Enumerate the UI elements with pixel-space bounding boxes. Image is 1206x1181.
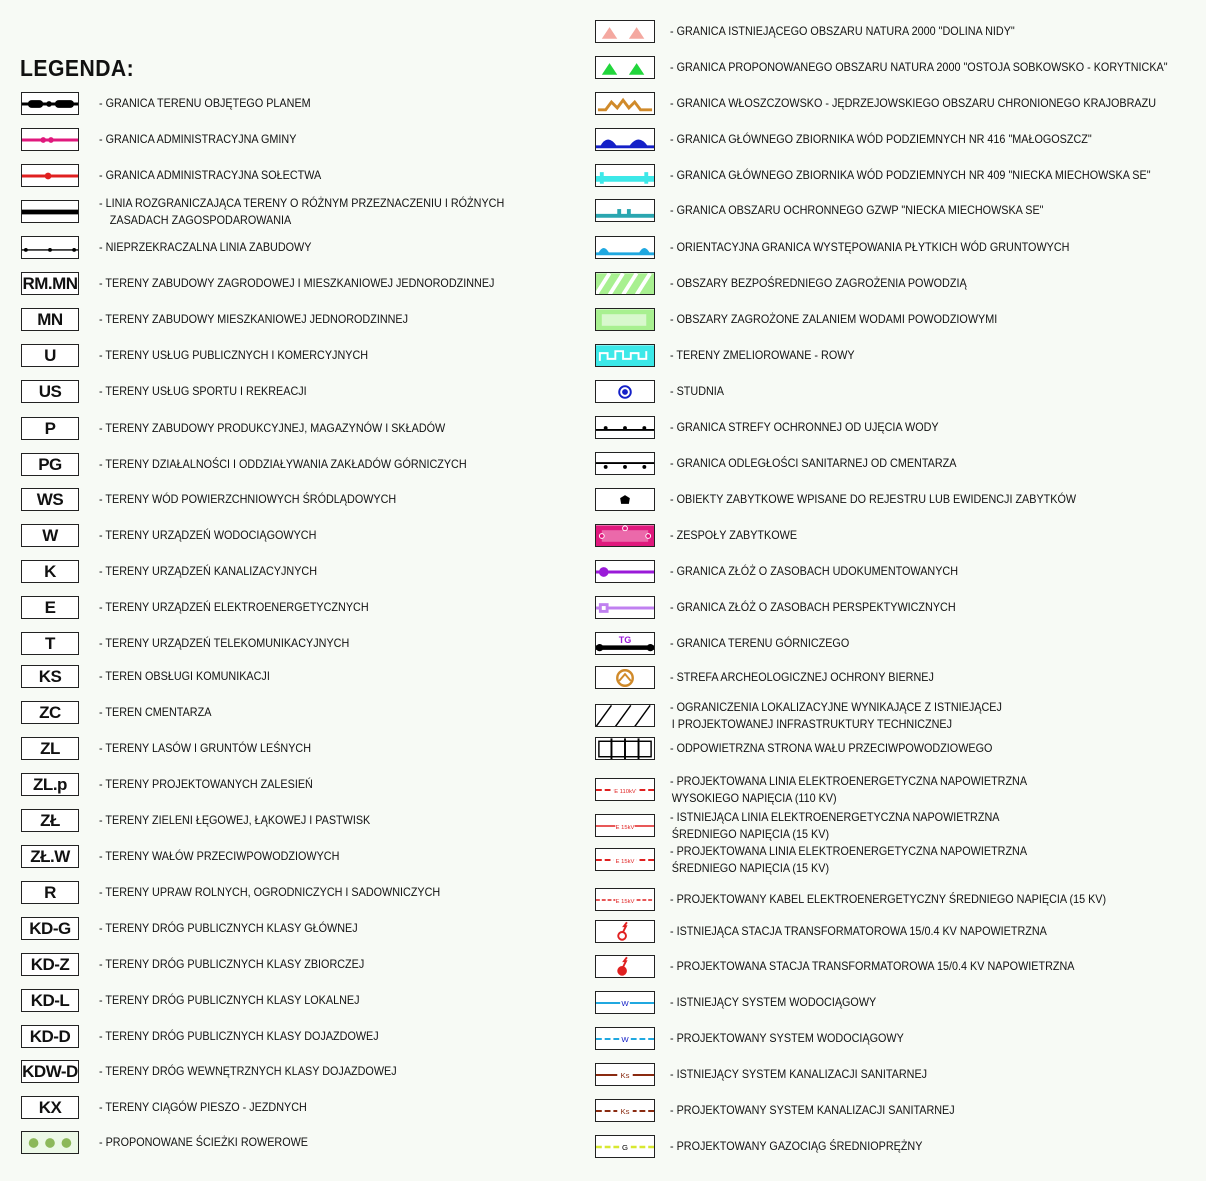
legend-label: - TERENY ZMELIOROWANE - ROWY [670, 348, 855, 362]
map-symbol [595, 814, 655, 837]
zone-code: ZL [40, 738, 60, 758]
zone-code: ZL.p [33, 774, 67, 794]
legend-label: - GRANICA OBSZARU OCHRONNEGO GZWP "NIECKA MIECHOWSKA SE" [670, 203, 1044, 217]
bike-path-symbol [21, 1131, 79, 1154]
map-symbol [595, 488, 655, 511]
svg-text:E 15kV: E 15kV [615, 898, 635, 905]
zone-code: KD-Z [30, 954, 70, 974]
legend-title: LEGENDA: [20, 55, 135, 81]
legend-label: - TERENY USŁUG PUBLICZNYCH I KOMERCYJNYCH [99, 348, 369, 362]
map-symbol [595, 1027, 655, 1050]
zone-code: KS [38, 666, 62, 686]
map-symbol [595, 272, 655, 295]
legend-label: - GRANICA ZŁÓŻ O ZASOBACH UDOKUMENTOWANYCH [670, 564, 959, 578]
legend-label: - GRANICA GŁÓWNEGO ZBIORNIKA WÓD PODZIEMNYCH NR 409 "NIECKA MIECHOWSKA SE" [670, 168, 1151, 182]
legend-label [670, 809, 999, 843]
legend-label: - TERENY DRÓG PUBLICZNYCH KLASY GŁÓWNEJ [99, 921, 358, 935]
zone-code: R [44, 882, 56, 902]
legend-label: - ODPOWIETRZNA STRONA WAŁU PRZECIWPOWODZIOWEGO [670, 741, 993, 755]
legend-label [670, 843, 1027, 877]
zone-code-box [21, 272, 79, 295]
legend-label-line1: - OGRANICZENIA LOKALIZACYJNE WYNIKAJĄCE Z ISTNIEJĄCEJ [670, 700, 1002, 714]
zone-code: ZŁ.W [30, 846, 70, 866]
zone-code: E [44, 597, 56, 617]
legend-label: - PROJEKTOWANY GAZOCIĄG ŚREDNIOPRĘŻNY [670, 1139, 923, 1153]
map-symbol [595, 955, 655, 978]
map-symbol [595, 164, 655, 187]
map-symbol [595, 848, 655, 871]
legend-label: - GRANICA TERENU OBJĘTEGO PLANEM [99, 96, 311, 110]
legend-label: - ORIENTACYJNA GRANICA WYSTĘPOWANIA PŁYTKICH WÓD GRUNTOWYCH [670, 240, 1070, 254]
legend-label-line2: WYSOKIEGO NAPIĘCIA (110 KV) [671, 791, 837, 805]
legend-label: - TERENY UPRAW ROLNYCH, OGRODNICZYCH I SADOWNICZYCH [99, 885, 441, 899]
legend-label: - PROJEKTOWANY KABEL ELEKTROENERGETYCZNY ŚREDNIEGO NAPIĘCIA (15 KV) [670, 892, 1107, 906]
zone-code-box [21, 701, 79, 724]
legend-label: - GRANICA ADMINISTRACYJNA GMINY [99, 132, 297, 146]
zone-code: K [44, 561, 56, 581]
line-symbol [21, 236, 79, 259]
zone-code-box [21, 1096, 79, 1119]
zone-code-box [21, 917, 79, 940]
svg-text:W: W [621, 1034, 629, 1044]
zone-code-box [21, 417, 79, 440]
legend-label: - GRANICA ADMINISTRACYJNA SOŁECTWA [99, 168, 322, 182]
map-symbol [595, 778, 655, 801]
map-symbol [595, 416, 655, 439]
legend-label-line1: - PROJEKTOWANA LINIA ELEKTROENERGETYCZNA NAPOWIETRZNA [670, 774, 1028, 788]
map-symbol [595, 737, 655, 760]
zone-code-box [21, 1060, 79, 1083]
map-symbol [595, 991, 655, 1014]
zone-code-box [21, 308, 79, 331]
zone-code-box [21, 453, 79, 476]
zone-code: ZC [39, 702, 61, 722]
svg-text:Ks: Ks [620, 1070, 630, 1080]
zone-code-box [21, 665, 79, 688]
zone-code: KD-G [29, 918, 71, 938]
legend-label-line2: I PROJEKTOWANEJ INFRASTRUKTURY TECHNICZNEJ [671, 717, 953, 731]
zone-code: ZŁ [40, 810, 60, 830]
zone-code-box [21, 344, 79, 367]
svg-text:G: G [621, 1142, 629, 1152]
map-symbol [595, 20, 655, 43]
legend-label: - TERENY ZIELENI ŁĘGOWEJ, ŁĄKOWEJ I PASTWISK [99, 813, 371, 827]
legend-label-line2: ŚREDNIEGO NAPIĘCIA (15 KV) [671, 827, 830, 841]
map-symbol [595, 344, 655, 367]
legend-label: - TERENY DRÓG PUBLICZNYCH KLASY DOJAZDOWEJ [99, 1029, 379, 1043]
zone-code-box [21, 560, 79, 583]
legend-label: - TERENY DRÓG PUBLICZNYCH KLASY ZBIORCZEJ [99, 957, 365, 971]
legend-label: - TERENY URZĄDZEŃ TELEKOMUNIKACYJNYCH [99, 636, 350, 650]
map-symbol [595, 596, 655, 619]
legend-label: - GRANICA ODLEGŁOŚCI SANITARNEJ OD CMENTARZA [670, 456, 957, 470]
legend-label-line1: - ISTNIEJĄCA LINIA ELEKTROENERGETYCZNA NAPOWIETRZNA [670, 810, 1000, 824]
line-symbol [21, 128, 79, 151]
zone-code-box [21, 989, 79, 1012]
map-symbol [595, 888, 655, 911]
legend-label [670, 773, 1027, 807]
zone-code: RM.MN [22, 273, 78, 293]
map-symbol [595, 128, 655, 151]
zone-code-box [21, 596, 79, 619]
zone-code: KD-L [30, 990, 70, 1010]
legend-label [670, 699, 1002, 733]
legend-label-line1: - LINIA ROZGRANICZAJĄCA TERENY O RÓŻNYM PRZEZNACZENIU I RÓŻNYCH [99, 196, 505, 210]
legend-label: - OBSZARY ZAGROŻONE ZALANIEM WODAMI POWODZIOWYMI [670, 312, 998, 326]
legend-label: - GRANICA ZŁÓŻ O ZASOBACH PERSPEKTYWICZNYCH [670, 600, 956, 614]
zone-code-box [21, 524, 79, 547]
zone-code: WS [36, 489, 64, 509]
map-symbol [595, 308, 655, 331]
map-symbol [595, 380, 655, 403]
legend-label: - GRANICA ISTNIEJĄCEGO OBSZARU NATURA 2000 "DOLINA NIDY" [670, 24, 1015, 38]
line-symbol [21, 92, 79, 115]
legend-label: - GRANICA PROPONOWANEGO OBSZARU NATURA 2000 "OSTOJA SOBKOWSKO - KORYTNICKA" [670, 60, 1168, 74]
zone-code: KDW-D [22, 1061, 78, 1081]
zone-code: T [45, 633, 55, 653]
zone-code-box [21, 953, 79, 976]
map-symbol [595, 236, 655, 259]
zone-code-box [21, 632, 79, 655]
zone-code: PG [38, 454, 62, 474]
svg-text:E 15kV: E 15kV [615, 824, 635, 831]
legend-label: - PROPONOWANE ŚCIEŻKI ROWEROWE [99, 1135, 309, 1149]
zone-code: US [38, 381, 62, 401]
zone-code-box [21, 488, 79, 511]
legend-label: - TERENY WAŁÓW PRZECIWPOWODZIOWYCH [99, 849, 340, 863]
legend-label: - GRANICA WŁOSZCZOWSKO - JĘDRZEJOWSKIEGO OBSZARU CHRONIONEGO KRAJOBRAZU [670, 96, 1157, 110]
legend-label: - PROJEKTOWANY SYSTEM KANALIZACJI SANITARNEJ [670, 1103, 955, 1117]
zone-code: P [44, 418, 56, 438]
legend-label: - TERENY DZIAŁALNOŚCI I ODDZIAŁYWANIA ZAKŁADÓW GÓRNICZYCH [99, 457, 467, 471]
map-symbol [595, 704, 655, 727]
legend-label: - GRANICA GŁÓWNEGO ZBIORNIKA WÓD PODZIEMNYCH NR 416 "MAŁOGOSZCZ" [670, 132, 1092, 146]
map-symbol [595, 524, 655, 547]
map-symbol [595, 920, 655, 943]
legend-label: - NIEPRZEKRACZALNA LINIA ZABUDOWY [99, 240, 312, 254]
svg-text:W: W [621, 998, 629, 1008]
map-symbol [595, 666, 655, 689]
legend-label: - TERENY URZĄDZEŃ ELEKTROENERGETYCZNYCH [99, 600, 369, 614]
legend-label: - TERENY WÓD POWIERZCHNIOWYCH ŚRÓDLĄDOWYCH [99, 492, 397, 506]
legend-label: - STUDNIA [670, 384, 724, 398]
legend-label-line1: - PROJEKTOWANA LINIA ELEKTROENERGETYCZNA NAPOWIETRZNA [670, 844, 1028, 858]
legend-label: - PROJEKTOWANY SYSTEM WODOCIĄGOWY [670, 1031, 904, 1045]
svg-text:E 15kV: E 15kV [615, 858, 635, 865]
line-symbol [21, 164, 79, 187]
legend-label: - TERENY URZĄDZEŃ WODOCIĄGOWYCH [99, 528, 317, 542]
map-symbol [595, 56, 655, 79]
svg-text:E 110kV: E 110kV [614, 788, 636, 795]
legend-label: - TERENY DRÓG PUBLICZNYCH KLASY LOKALNEJ [99, 993, 360, 1007]
legend-label: - PROJEKTOWANA STACJA TRANSFORMATOROWA 15/0.4 KV NAPOWIETRZNA [670, 959, 1075, 973]
legend-label: - TERENY LASÓW I GRUNTÓW LEŚNYCH [99, 741, 312, 755]
zone-code-box [21, 773, 79, 796]
zone-code: KD-D [29, 1026, 71, 1046]
legend-label: - ISTNIEJĄCY SYSTEM KANALIZACJI SANITARNEJ [670, 1067, 928, 1081]
legend-label: - GRANICA STREFY OCHRONNEJ OD UJĘCIA WODY [670, 420, 939, 434]
zone-code-box [21, 809, 79, 832]
zone-code: MN [37, 309, 63, 329]
legend-label: - ZESPOŁY ZABYTKOWE [670, 528, 798, 542]
legend-label: - STREFA ARCHEOLOGICZNEJ OCHRONY BIERNEJ [670, 670, 934, 684]
map-symbol [595, 452, 655, 475]
svg-text:TG: TG [618, 634, 632, 645]
zone-code-box [21, 1025, 79, 1048]
legend-label: - OBSZARY BEZPOŚREDNIEGO ZAGROŻENIA POWODZIĄ [670, 276, 967, 290]
legend-label: - ISTNIEJĄCA STACJA TRANSFORMATOROWA 15/0.4 KV NAPOWIETRZNA [670, 924, 1047, 938]
map-symbol [595, 560, 655, 583]
legend-label: - TEREN OBSŁUGI KOMUNIKACJI [99, 669, 270, 683]
legend-label: - TERENY ZABUDOWY ZAGRODOWEJ I MIESZKANIOWEJ JEDNORODZINNEJ [99, 276, 495, 290]
legend-label: - TERENY USŁUG SPORTU I REKREACJI [99, 384, 307, 398]
legend-label: - TERENY ZABUDOWY MIESZKANIOWEJ JEDNORODZINNEJ [99, 312, 409, 326]
legend-label: - TERENY URZĄDZEŃ KANALIZACYJNYCH [99, 564, 318, 578]
map-symbol [595, 632, 655, 655]
legend-label-line2: ŚREDNIEGO NAPIĘCIA (15 KV) [671, 861, 830, 875]
zone-code-box [21, 737, 79, 760]
svg-text:Ks: Ks [620, 1106, 630, 1116]
map-symbol [595, 1063, 655, 1086]
line-symbol [21, 200, 79, 223]
legend-label: - TERENY DRÓG WEWNĘTRZNYCH KLASY DOJAZDOWEJ [99, 1064, 397, 1078]
zone-code: KX [38, 1097, 62, 1117]
legend-label: - OBIEKTY ZABYTKOWE WPISANE DO REJESTRU LUB EWIDENCJI ZABYTKÓW [670, 492, 1077, 506]
zone-code-box [21, 845, 79, 868]
legend-label: - TERENY PROJEKTOWANYCH ZALESIEŃ [99, 777, 313, 791]
legend-label: - TEREN CMENTARZA [99, 705, 212, 719]
map-symbol [595, 1099, 655, 1122]
zone-code-box [21, 380, 79, 403]
legend-label: - TERENY CIĄGÓW PIESZO - JEZDNYCH [99, 1100, 307, 1114]
legend-label: - GRANICA TERENU GÓRNICZEGO [670, 636, 850, 650]
zone-code: W [42, 525, 58, 545]
zone-code: U [44, 345, 56, 365]
legend-label [99, 195, 504, 229]
legend-label: - ISTNIEJĄCY SYSTEM WODOCIĄGOWY [670, 995, 877, 1009]
map-symbol [595, 1135, 655, 1158]
map-symbol [595, 199, 655, 222]
map-symbol [595, 92, 655, 115]
legend-label: - TERENY ZABUDOWY PRODUKCYJNEJ, MAGAZYNÓW I SKŁADÓW [99, 421, 446, 435]
legend-label-line2: ZASADACH ZAGOSPODAROWANIA [109, 213, 292, 227]
zone-code-box [21, 881, 79, 904]
